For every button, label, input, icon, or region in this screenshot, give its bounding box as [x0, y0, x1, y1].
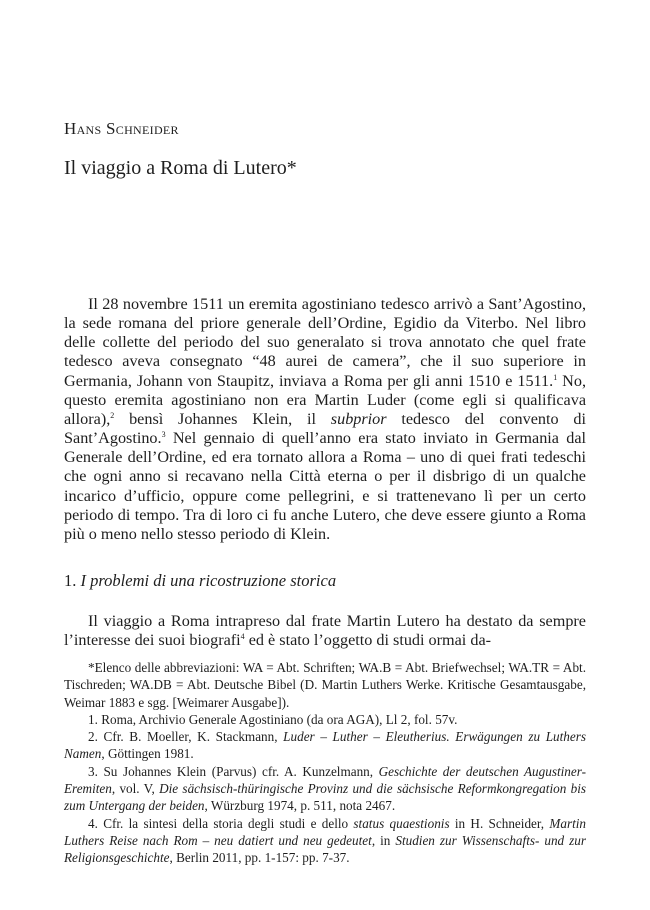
paragraph: [64, 295, 586, 544]
section-title: I problemi di una ricostruzione storica: [80, 571, 337, 590]
italic-term: subprior: [330, 409, 387, 428]
body-section-1: [64, 295, 586, 544]
footnote-star: *Elenco delle abbreviazioni: WA = Abt. Schriften; WA.B = Abt. Briefwechsel; WA.TR = Abt. Tischreden; WA.DB = Abt. Deutsche Bibel (D. Martin Luthers Werke. Kritische Gesamtausgabe, Weimar 1883 e sgg. [Weimarer Ausgabe]).: [64, 660, 586, 710]
footnote-2: [64, 728, 586, 763]
section-number: 1.: [64, 571, 81, 590]
italic-term: status quaestionis: [353, 815, 450, 831]
footnote-ref[interactable]: 2: [110, 410, 115, 420]
text-run: , Göttingen 1981.: [101, 746, 194, 762]
italic-title: Luder – Luther – Eleutherius. Erwägungen zu Luthers Namen: [64, 729, 587, 762]
footnote-ref[interactable]: 1: [553, 372, 558, 382]
text-run: bensì Johannes Klein, il: [114, 409, 331, 428]
text-run: ed è stato l’oggetto di studi ormai da-: [244, 631, 492, 650]
text-run: , Würzburg 1974, p. 511, nota 2467.: [204, 798, 396, 814]
paragraph: [64, 612, 586, 650]
footnote-ref[interactable]: 3: [161, 430, 166, 440]
text-run: Nel gennaio di quell’anno era stato inviato in Germania dal Generale dell’Ordine, ed era tornato allora a Roma – uno di quei frati tedeschi che ogni anno si recavano nella Città eterna o per il disbrigo di un qualche incarico d’ufficio, oppure come pellegrini, e si trattenevano lì per un certo periodo di tempo. Tra di loro ci fu anche Lutero, che deve essere giunto a Roma più o meno nello stesso periodo di Klein.: [64, 429, 586, 543]
text-run: Il viaggio a Roma intrapreso dal frate Martin Lutero ha destato da sempre l’interesse dei suoi biografi: [64, 612, 586, 650]
footnote-1: 1. Roma, Archivio Generale Agostiniano (da ora AGA), Ll 2, fol. 57v.: [88, 711, 458, 727]
text-run: 4. Cfr. la sintesi della storia degli studi e dello: [88, 815, 354, 831]
text-run: tedesco del convento di Sant’Agostino.: [64, 409, 586, 448]
italic-title: Martin Luthers Reise nach Rom – neu datiert und neu gedeutet: [64, 815, 586, 848]
document-page: [64, 0, 586, 910]
section-heading: [64, 571, 336, 591]
article-title: Il viaggio a Roma di Lutero*: [64, 157, 297, 179]
body-section-2: [64, 612, 586, 650]
text-run: , vol. V,: [111, 781, 160, 797]
text-run: 2. Cfr. B. Moeller, K. Stackmann,: [88, 729, 284, 745]
footnote-ref[interactable]: 4: [240, 632, 245, 642]
footnotes: [64, 659, 586, 867]
text-run: , in: [371, 832, 396, 848]
italic-title: Die sächsisch-thüringische Provinz und die sächsische Reformkongregation bis zum Untergang der beiden: [64, 781, 586, 814]
text-run: Il 28 novembre 1511 un eremita agostiniano tedesco arrivò a Sant’Agostino, la sede romana del priore generale dell’Ordine, Egidio da Viterbo. Nel libro delle collette del periodo del suo generalato si trova annotato che quel frate tedesco aveva consegnato “48 aurei de camera”, che il suo superiore in Germania, Johann von Staupitz, inviava a Roma per gli anni 1510 e 1511.: [64, 295, 586, 390]
text-run: in H. Schneider,: [449, 815, 550, 831]
italic-title: Studien zur Wissenschafts- und zur Religionsgeschichte: [64, 832, 586, 866]
italic-title: Geschichte der deutschen Augustiner-Eremiten: [64, 763, 586, 797]
text-run: , Berlin 2011, pp. 1-157: pp. 7-37.: [169, 850, 350, 866]
text-run: 3. Su Johannes Klein (Parvus) cfr. A. Kunzelmann,: [88, 763, 379, 779]
author-name: Hans Schneider: [64, 119, 179, 138]
footnote-3: [64, 763, 586, 815]
footnote-4: [64, 815, 586, 867]
text-run: No, questo eremita agostiniano non era Martin Luder (come egli si qualificava allora),: [64, 371, 586, 428]
